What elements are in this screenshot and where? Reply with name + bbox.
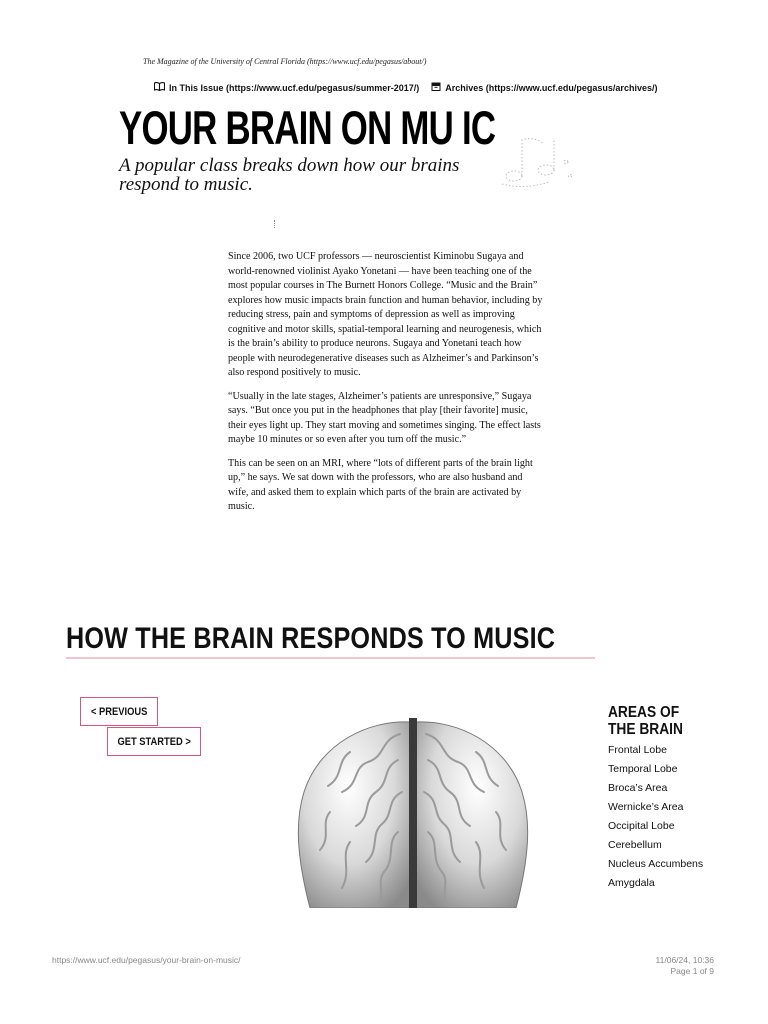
area-item-occipital-lobe[interactable]: Occipital Lobe (608, 820, 675, 832)
article-paragraph: Since 2006, two UCF professors — neuroscientist Kiminobu Sugaya and world-renowned violinist Ayako Yonetani — have been teaching one of the most popular courses in The Burnett Honors College. “Music and the Brain” explores how music impacts brain function and human behavior, including by reducing stress, pain and symptoms of depression as well as improving cognitive and motor skills, spatial-temporal learning and neurogenesis, which is the brain’s ability to produce neurons. Sugaya and Yonetani teach how people with neurodegenerative diseases such as Alzheimer’s and Parkinson’s also respond positively to music. (228, 251, 543, 378)
area-item-temporal-lobe[interactable]: Temporal Lobe (608, 763, 678, 775)
article-subtitle: A popular class breaks down how our brains respond to music. (119, 155, 460, 195)
previous-button[interactable] (80, 697, 158, 726)
open-book-icon (154, 82, 165, 94)
top-nav (154, 82, 657, 94)
article-paragraph: “Usually in the late stages, Alzheimer’s patients are unresponsive,” Sugaya says. “But once you put in the headphones that play [their favorite] music, their eyes light up. They start moving and sometimes singing. The effect lasts maybe 10 minutes or so even after you turn off the music.” (228, 390, 541, 445)
article-title: YOUR BRAIN ON MU IC (119, 101, 496, 154)
area-item-nucleus-accumbens[interactable]: Nucleus Accumbens (608, 858, 704, 870)
magazine-tagline[interactable]: The Magazine of the University of Central Florida (https://www.ucf.edu/pegasus/about/) (143, 57, 427, 66)
footer-meta (656, 955, 714, 977)
section-title: HOW THE BRAIN RESPONDS TO MUSIC (66, 622, 556, 655)
footer-page-number: Page 1 of 9 (670, 966, 714, 976)
nav-archives-label: Archives (https://www.ucf.edu/pegasus/archives/) (445, 83, 658, 93)
section-underline (66, 657, 595, 659)
area-item-wernickes-area[interactable]: Wernicke’s Area (608, 801, 684, 813)
previous-button-label: < PREVIOUS (90, 705, 148, 718)
nav-in-this-issue-label: In This Issue (https://www.ucf.edu/pegasus/summer-2017/) (169, 83, 420, 93)
footer-url: https://www.ucf.edu/pegasus/your-brain-on-music/ (52, 955, 241, 965)
nav-in-this-issue[interactable] (154, 82, 419, 94)
tiny-divider-mark (274, 220, 278, 228)
areas-list (608, 744, 718, 896)
get-started-button-label: GET STARTED > (117, 735, 191, 748)
get-started-button[interactable] (107, 727, 201, 756)
nav-archives[interactable] (431, 82, 657, 94)
area-item-cerebellum[interactable]: Cerebellum (608, 839, 662, 851)
footer-datetime: 11/06/24, 10:36 (655, 955, 714, 965)
article-paragraph: This can be seen on an MRI, where “lots of different parts of the brain light up,” he says. We sat down with the professors, who are also husband and wife, and asked them to explain which parts of the brain are activated by music. (228, 457, 533, 512)
area-item-amygdala[interactable]: Amygdala (608, 877, 655, 889)
archive-box-icon (431, 82, 441, 94)
brain-illustration[interactable] (290, 712, 536, 908)
area-item-frontal-lobe[interactable]: Frontal Lobe (608, 744, 667, 756)
music-note-decoration-icon (494, 132, 584, 192)
article-body (228, 250, 544, 524)
areas-of-brain-title: AREAS OF THE BRAIN (608, 704, 683, 738)
area-item-brocas-area[interactable]: Broca’s Area (608, 782, 668, 794)
